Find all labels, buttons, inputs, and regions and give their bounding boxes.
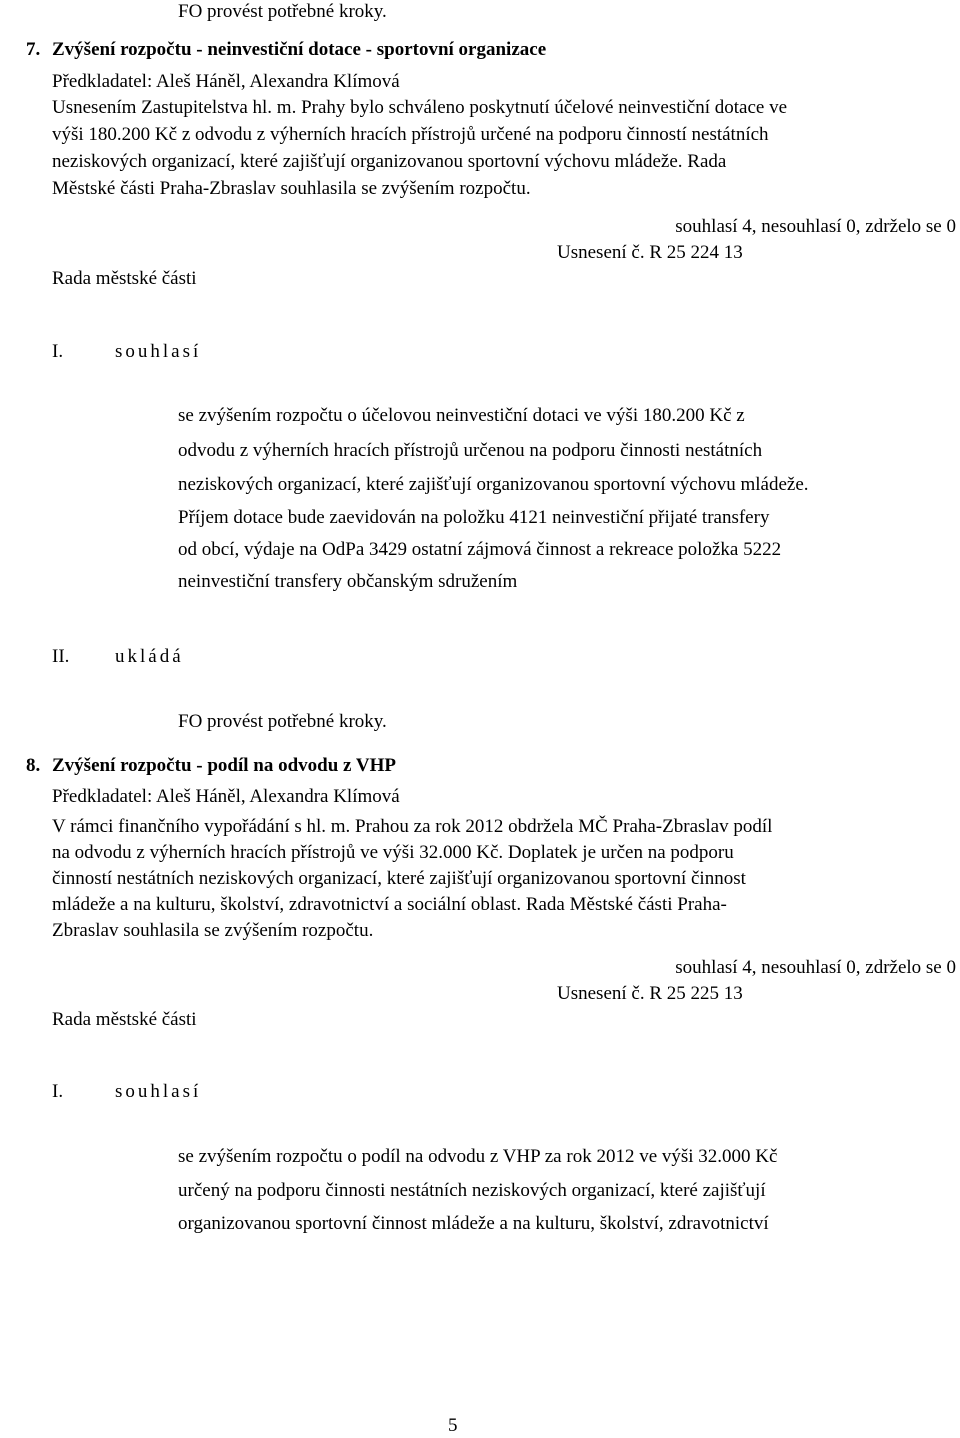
item7-resolution: Usnesení č. R 25 224 13: [557, 242, 743, 263]
item8-council: Rada městské části: [52, 1009, 197, 1030]
item8-body-line: mládeže a na kulturu, školství, zdravotnictví a sociální oblast. Rada Městské části Praha-: [52, 894, 727, 915]
item7-council: Rada městské části: [52, 268, 197, 289]
item7-section1-line: neziskových organizací, které zajišťují organizovanou sportovní výchovu mládeže.: [178, 474, 809, 495]
item7-section2-number: II.: [52, 646, 70, 667]
item7-body-line: Usnesením Zastupitelstva hl. m. Prahy bylo schváleno poskytnutí účelové neinvestiční dotace ve: [52, 97, 788, 118]
item7-section1-line: od obcí, výdaje na OdPa 3429 ostatní zájmová činnost a rekreace položka 5222: [178, 539, 782, 560]
item8-body-line: V rámci finančního vypořádání s hl. m. Prahou za rok 2012 obdržela MČ Praha-Zbraslav podíl: [52, 816, 773, 837]
item7-section1-line: neinvestiční transfery občanským sdružením: [178, 571, 518, 592]
item8-number: 8.: [26, 755, 41, 776]
item8-body-line: na odvodu z výherních hracích přístrojů ve výši 32.000 Kč. Doplatek je určen na podporu: [52, 842, 734, 863]
item8-section1-number: I.: [52, 1081, 64, 1102]
item8-section1-line: se zvýšením rozpočtu o podíl na odvodu z VHP za rok 2012 ve výši 32.000 Kč: [178, 1146, 778, 1167]
item7-body-line: Městské části Praha-Zbraslav souhlasila se zvýšením rozpočtu.: [52, 178, 531, 199]
item8-body-line: Zbraslav souhlasila se zvýšením rozpočtu.: [52, 920, 374, 941]
item7-submitter: Předkladatel: Aleš Háněl, Alexandra Klímová: [52, 71, 400, 92]
item7-vote: souhlasí 4, nesouhlasí 0, zdrželo se 0: [675, 216, 956, 237]
item8-resolution: Usnesení č. R 25 225 13: [557, 983, 743, 1004]
item8-submitter: Předkladatel: Aleš Háněl, Alexandra Klímová: [52, 786, 400, 807]
item8-section1-line: určený na podporu činnosti nestátních neziskových organizací, které zajišťují: [178, 1180, 766, 1201]
item8-section1-verb: souhlasí: [115, 1081, 202, 1102]
item7-section1-line: se zvýšením rozpočtu o účelovou neinvestiční dotaci ve výši 180.200 Kč z: [178, 405, 745, 426]
item8-body-line: činností nestátních neziskových organizací, které zajišťují organizovanou sportovní činnost: [52, 868, 746, 889]
item7-body-line: výši 180.200 Kč z odvodu z výherních hracích přístrojů určené na podporu činností nestátních: [52, 124, 769, 145]
carryover-line: FO provést potřebné kroky.: [178, 1, 387, 22]
item7-section1-verb: souhlasí: [115, 341, 202, 362]
item8-title: Zvýšení rozpočtu - podíl na odvodu z VHP: [52, 755, 396, 776]
item7-section2-line: FO provést potřebné kroky.: [178, 711, 387, 732]
page-number: 5: [448, 1415, 458, 1436]
item8-vote: souhlasí 4, nesouhlasí 0, zdrželo se 0: [675, 957, 956, 978]
item7-section1-line: odvodu z výherních hracích přístrojů určenou na podporu činnosti nestátních: [178, 440, 763, 461]
item7-section1-number: I.: [52, 341, 64, 362]
item7-section1-line: Příjem dotace bude zaevidován na položku 4121 neinvestiční přijaté transfery: [178, 507, 770, 528]
item7-body-line: neziskových organizací, které zajišťují organizovanou sportovní výchovu mládeže. Rada: [52, 151, 727, 172]
item8-section1-line: organizovanou sportovní činnost mládeže a na kulturu, školství, zdravotnictví: [178, 1213, 769, 1234]
item7-number: 7.: [26, 39, 41, 60]
item7-title: Zvýšení rozpočtu - neinvestiční dotace - sportovní organizace: [52, 39, 547, 60]
item7-section2-verb: ukládá: [115, 646, 184, 667]
